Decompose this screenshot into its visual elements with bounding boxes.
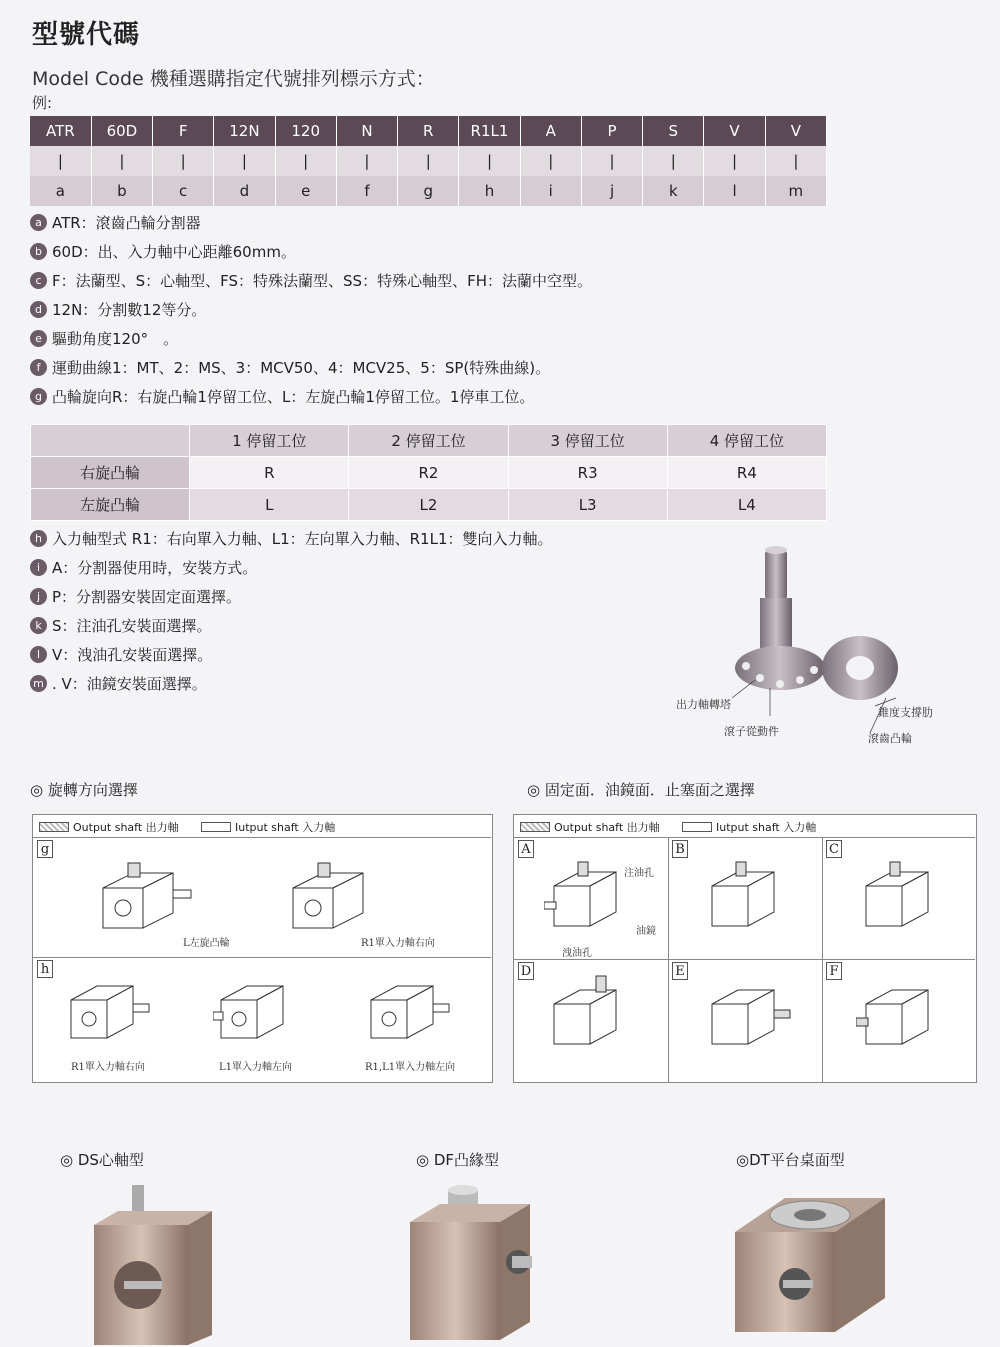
- stop-header-cell: 3 停留工位: [508, 425, 667, 457]
- stop-row-right: [31, 457, 827, 489]
- item-marker-icon: a: [30, 214, 47, 231]
- cell-label-f: F: [826, 962, 842, 980]
- item-marker-icon: b: [30, 243, 47, 260]
- caption-h-3: R1,L1單入力軸左向: [365, 1062, 456, 1073]
- indexer-sketch: [213, 972, 323, 1052]
- callout-output-turret: 出力軸轉塔: [676, 698, 731, 711]
- item-text: A：分割器使用時，安裝方式。: [52, 559, 258, 577]
- row-label-h: h: [37, 960, 53, 978]
- code-header-cell: P: [581, 116, 642, 146]
- stop-cell: R2: [349, 457, 508, 489]
- fixed-cell-b: [668, 837, 823, 960]
- item-marker-icon: h: [30, 530, 47, 547]
- stop-header-row: [31, 425, 827, 457]
- stop-cell: L: [190, 489, 349, 521]
- stop-cell: R: [190, 457, 349, 489]
- code-bar-row: [30, 146, 827, 176]
- item-text: P：分割器安裝固定面選擇。: [52, 588, 242, 606]
- rotation-section-title: ◎ 旋轉方向選擇: [30, 781, 138, 799]
- item-marker-icon: i: [30, 559, 47, 576]
- note-oil-gauge: 油鏡: [636, 926, 656, 937]
- code-header-cell: A: [520, 116, 581, 146]
- indexer-sketch: [544, 974, 644, 1064]
- item-text: ATR：滾齒凸輪分割器: [52, 214, 201, 232]
- code-bar-cell: |: [30, 146, 91, 176]
- note-oil-inlet: 注油孔: [624, 868, 654, 879]
- code-explanation-list-2: [30, 524, 730, 698]
- code-bar-cell: |: [153, 146, 214, 176]
- code-header-cell: 60D: [91, 116, 152, 146]
- code-letter-cell: g: [398, 176, 459, 206]
- code-bar-cell: |: [214, 146, 275, 176]
- indexer-sketch: [856, 974, 956, 1064]
- list-item: [30, 553, 730, 582]
- code-header-cell: 120: [275, 116, 336, 146]
- note-oil-drain: 洩油孔: [562, 948, 592, 959]
- list-item: [30, 611, 730, 640]
- stop-row-label: 左旋凸輪: [31, 489, 190, 521]
- legend-output-label: Output shaft 出力軸: [73, 821, 179, 834]
- rotation-row-g: [33, 837, 491, 958]
- row-label-g: g: [37, 840, 53, 858]
- indexer-sketch: [702, 856, 802, 946]
- legend-input-label: Iutput shaft 入力軸: [235, 821, 336, 834]
- item-text: S：注油孔安裝面選擇。: [52, 617, 212, 635]
- photo-title-ds: ◎ DS心軸型: [60, 1151, 144, 1169]
- code-letter-cell: f: [336, 176, 397, 206]
- stop-header-cell: 4 停留工位: [667, 425, 826, 457]
- cell-label-c: C: [826, 840, 842, 858]
- item-marker-icon: g: [30, 388, 47, 405]
- item-text: 12N：分割數12等分。: [52, 301, 207, 319]
- item-marker-icon: f: [30, 359, 47, 376]
- item-text: 運動曲線1：MT、2：MS、3：MCV50、4：MCV25、5：SP(特殊曲線)。: [52, 359, 551, 377]
- list-item: [30, 208, 730, 237]
- photo-title-df: ◎ DF凸緣型: [416, 1151, 500, 1169]
- fixed-cell-e: [668, 959, 823, 1082]
- stop-cell: R3: [508, 457, 667, 489]
- code-header-cell: N: [336, 116, 397, 146]
- code-letter-cell: b: [91, 176, 152, 206]
- code-letter-cell: d: [214, 176, 275, 206]
- indexer-sketch: [283, 858, 423, 938]
- stop-cell: R4: [667, 457, 826, 489]
- stop-cell: L2: [349, 489, 508, 521]
- indexer-sketch: [856, 856, 956, 946]
- output-shaft-swatch: [39, 822, 69, 832]
- legend-output-2: [520, 819, 660, 835]
- code-header-cell: ATR: [30, 116, 91, 146]
- code-header-cell: R: [398, 116, 459, 146]
- code-letter-cell: j: [581, 176, 642, 206]
- callout-taper-rib: 錐度支撐肋: [878, 706, 933, 719]
- cell-label-d: D: [518, 962, 534, 980]
- input-shaft-swatch: [682, 822, 712, 832]
- example-label: 例:: [32, 94, 53, 112]
- df-product-photo: [400, 1182, 540, 1342]
- legend-input-2: [682, 819, 816, 835]
- item-marker-icon: j: [30, 588, 47, 605]
- item-text: 驅動角度120° 。: [52, 330, 179, 348]
- item-marker-icon: l: [30, 646, 47, 663]
- stop-cell: L3: [508, 489, 667, 521]
- list-item: [30, 353, 730, 382]
- item-marker-icon: c: [30, 272, 47, 289]
- rotation-row-h: [33, 957, 491, 1082]
- code-header-row: [30, 116, 827, 146]
- code-header-cell: V: [704, 116, 765, 146]
- item-text: F：法蘭型、S：心軸型、FS：特殊法蘭型、SS：特殊心軸型、FH：法蘭中空型。: [52, 272, 592, 290]
- item-text: 凸輪旋向R：右旋凸輪1停留工位、L：左旋凸輪1停留工位。1停車工位。: [52, 388, 535, 406]
- code-letter-cell: a: [30, 176, 91, 206]
- stop-row-left: [31, 489, 827, 521]
- list-item: [30, 295, 730, 324]
- code-letter-cell: l: [704, 176, 765, 206]
- code-bar-cell: |: [765, 146, 826, 176]
- indexer-sketch: [702, 974, 802, 1064]
- code-letter-cell: m: [765, 176, 826, 206]
- list-item: [30, 382, 730, 411]
- rotation-diagram-panel: [32, 814, 493, 1083]
- code-letter-cell: c: [153, 176, 214, 206]
- caption-g-2: R1單入力軸右向: [361, 938, 435, 949]
- legend-output-label-2: Output shaft 出力軸: [554, 821, 660, 834]
- code-letter-cell: i: [520, 176, 581, 206]
- fixed-section-title: ◎ 固定面．油鏡面．止塞面之選擇: [527, 781, 755, 799]
- indexer-sketch: [63, 972, 173, 1052]
- code-bar-cell: |: [520, 146, 581, 176]
- list-item: [30, 266, 730, 295]
- list-item: [30, 640, 730, 669]
- fixed-cell-c: [822, 837, 975, 960]
- code-bar-cell: |: [459, 146, 520, 176]
- code-header-cell: 12N: [214, 116, 275, 146]
- dt-product-photo: [725, 1188, 895, 1338]
- list-item: [30, 524, 730, 553]
- stop-position-table: [30, 424, 827, 521]
- ds-product-photo: [88, 1185, 228, 1345]
- code-bar-cell: |: [91, 146, 152, 176]
- code-bar-cell: |: [581, 146, 642, 176]
- code-bar-cell: |: [704, 146, 765, 176]
- page-title: 型號代碼: [32, 20, 141, 50]
- code-header-cell: F: [153, 116, 214, 146]
- cam-mechanism-illustration: [660, 538, 960, 748]
- callout-globoidal-cam: 滾齒凸輪: [868, 732, 912, 745]
- stop-header-cell: 2 停留工位: [349, 425, 508, 457]
- fixed-cell-d: [514, 959, 669, 1082]
- indexer-sketch: [363, 972, 473, 1052]
- item-text: V：洩油孔安裝面選擇。: [52, 646, 213, 664]
- callout-roller-follower: 滾子從動件: [724, 725, 779, 738]
- cell-label-a: A: [518, 840, 534, 858]
- item-marker-icon: e: [30, 330, 47, 347]
- output-shaft-swatch: [520, 822, 550, 832]
- item-marker-icon: m: [30, 675, 47, 692]
- cell-label-e: E: [672, 962, 688, 980]
- code-bar-cell: |: [336, 146, 397, 176]
- code-explanation-list: [30, 208, 730, 411]
- list-item: [30, 324, 730, 353]
- legend-output: [39, 819, 179, 835]
- fixed-cell-f: [822, 959, 975, 1082]
- fixed-cell-a: [514, 837, 669, 960]
- item-text: . V：油鏡安裝面選擇。: [52, 675, 207, 693]
- code-header-cell: V: [765, 116, 826, 146]
- code-bar-cell: |: [643, 146, 704, 176]
- page-subtitle: Model Code 機種選購指定代號排列標示方式：: [32, 68, 435, 90]
- code-header-cell: R1L1: [459, 116, 520, 146]
- legend-input: [201, 819, 335, 835]
- model-code-table: [30, 116, 827, 206]
- code-letter-cell: h: [459, 176, 520, 206]
- cell-label-b: B: [672, 840, 688, 858]
- caption-h-2: L1單入力軸左向: [219, 1062, 293, 1073]
- item-marker-icon: d: [30, 301, 47, 318]
- stop-header-cell: 1 停留工位: [190, 425, 349, 457]
- stop-header-cell: [31, 425, 190, 457]
- caption-g-1: L左旋凸輪: [183, 938, 230, 949]
- list-item: [30, 669, 730, 698]
- photo-title-dt: ◎DT平台桌面型: [736, 1151, 845, 1169]
- code-header-cell: S: [643, 116, 704, 146]
- code-bar-cell: |: [398, 146, 459, 176]
- item-text: 入力軸型式 R1：右向單入力軸、L1：左向單入力軸、R1L1：雙向入力軸。: [52, 530, 553, 548]
- item-marker-icon: k: [30, 617, 47, 634]
- indexer-sketch: [93, 858, 233, 938]
- item-text: 60D：出、入力軸中心距離60mm。: [52, 243, 296, 261]
- list-item: [30, 582, 730, 611]
- caption-h-1: R1單入力軸右向: [71, 1062, 145, 1073]
- code-letter-row: [30, 176, 827, 206]
- legend-input-label-2: Iutput shaft 入力軸: [716, 821, 817, 834]
- input-shaft-swatch: [201, 822, 231, 832]
- code-bar-cell: |: [275, 146, 336, 176]
- fixed-diagram-panel: [513, 814, 977, 1083]
- code-letter-cell: e: [275, 176, 336, 206]
- stop-cell: L4: [667, 489, 826, 521]
- stop-row-label: 右旋凸輪: [31, 457, 190, 489]
- list-item: [30, 237, 730, 266]
- code-letter-cell: k: [643, 176, 704, 206]
